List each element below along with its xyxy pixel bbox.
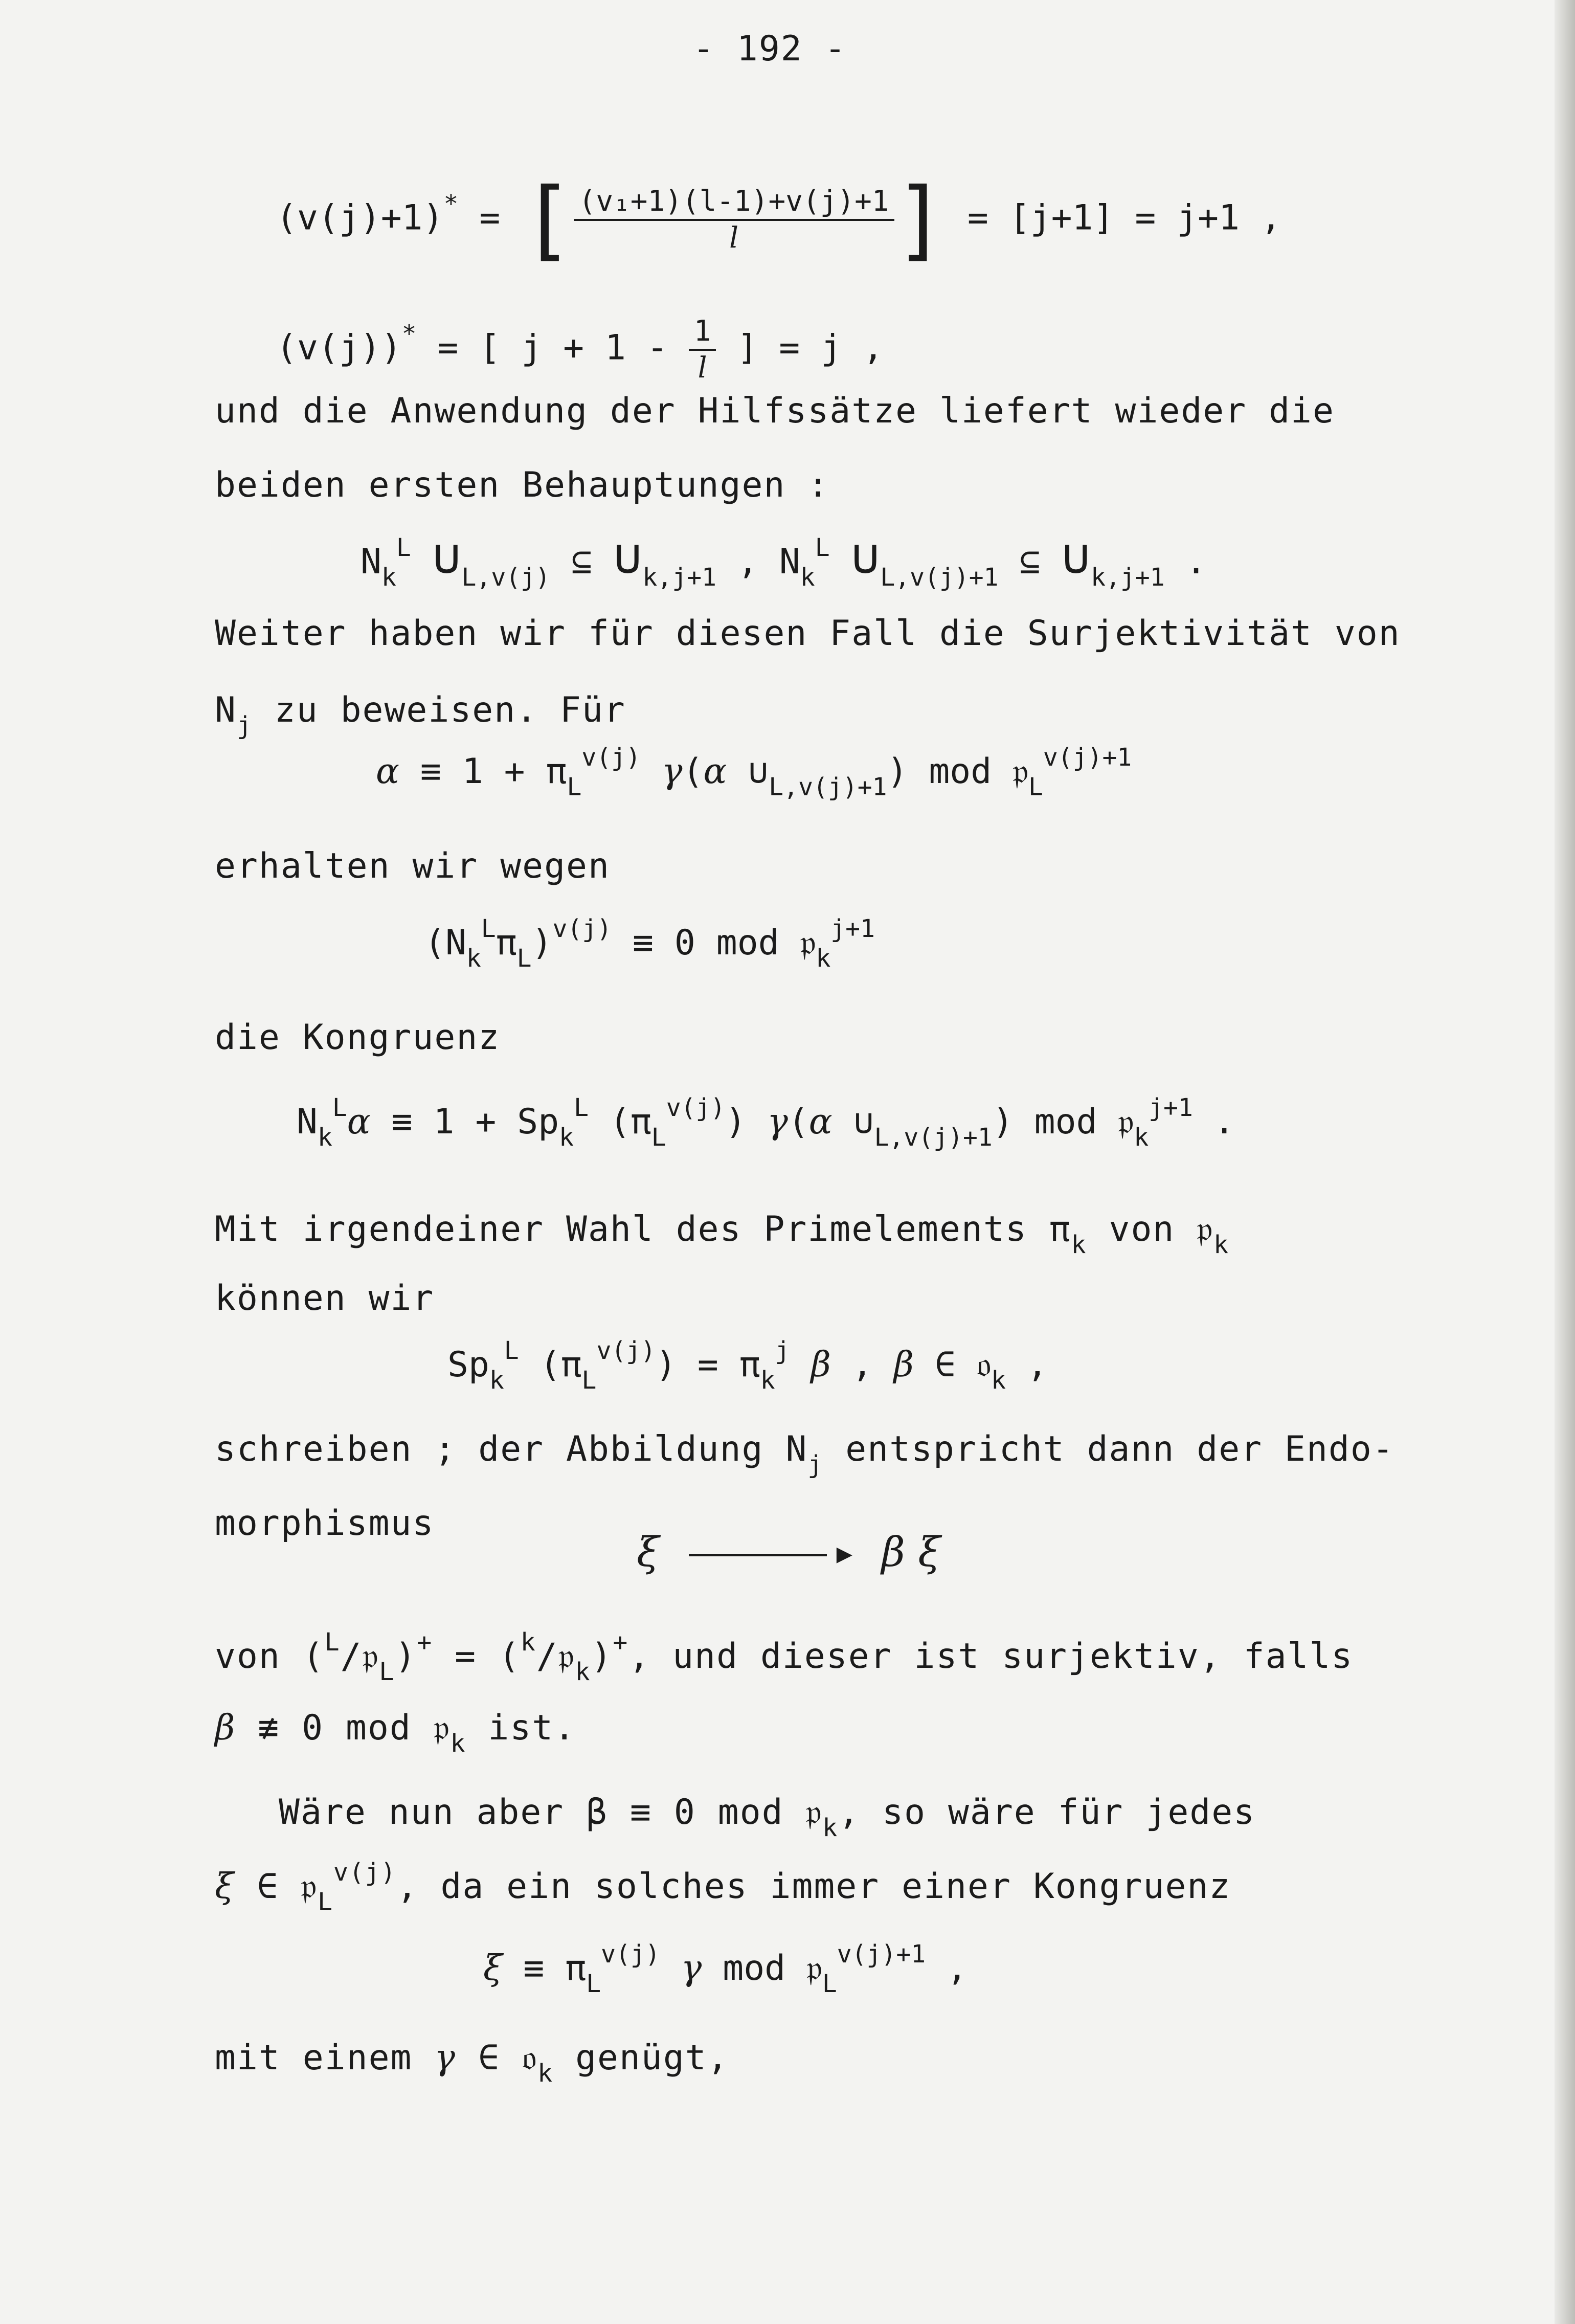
formula-2: (v(j))* = [ j + 1 - $\frac{1}{l}$ ] = j , xyxy=(276,315,884,385)
formula-1: (v(j)+1)* = [ $\frac{\text{(v₁+1)(l-1)+v(j)+1}}{l}$ ] = [j+1] = j+1 , xyxy=(276,169,1281,271)
text-line-4: $N_j$ zu beweisen. Für xyxy=(215,690,626,740)
formula-6: $N_k^L\alpha \equiv 1 + Sp_k^L$ $(\pi_L^{v(j)})$ γ(α $\cup_{L,v(j)+1}$) mod 𝔭$_k^{j+1}$ . xyxy=(297,1093,1235,1152)
formula-3: $N_k^L$ $\cup_{L,v(j)}$ ⊆ $\cup_{k,j+1}$ , $N_k^L$ $\cup_{L,v(j)+1}$ ⊆ $\cup_{k,j+1}$ . xyxy=(361,528,1207,592)
formula-7: $Sp_k^L$ $(\pi_L^{v(j)}) = \pi_k^j$ β , β ∈ 𝔬$_k$ , xyxy=(447,1336,1048,1395)
text-line-13: Wäre nun aber β ≡ 0 mod 𝔭$_k$, so wäre für jedes xyxy=(279,1792,1256,1842)
formula-8: ξ ▸ β ξ xyxy=(637,1528,941,1576)
text-line-3: Weiter haben wir für diesen Fall die Surjektivität von xyxy=(215,613,1401,654)
text-line-12: β ≢ 0 mod 𝔭$_k$ ist. xyxy=(215,1708,576,1758)
text-line-7: Mit irgendeiner Wahl des Primelements $\pi_k$ von 𝔭$_k$ xyxy=(215,1209,1229,1259)
text-line-14: ξ ∈ 𝔭$_L^{v(j)}$, da ein solches immer einer Kongruenz xyxy=(215,1858,1231,1916)
text-line-5: erhalten wir wegen xyxy=(215,846,610,886)
formula-4: $\alpha \equiv 1 + \pi_L^{v(j)}$ γ(α $\cup_{L,v(j)+1}$) mod 𝔭$_L^{v(j)+1}$ xyxy=(376,743,1132,801)
formula-9: $\xi \equiv \pi_L^{v(j)}$ γ mod 𝔭$_L^{v(j)+1}$ , xyxy=(483,1940,968,1998)
text-line-1: und die Anwendung der Hilfssätze liefert wieder die xyxy=(215,391,1335,431)
text-line-6: die Kongruenz xyxy=(215,1017,501,1058)
text-line-8: können wir xyxy=(215,1278,435,1319)
text-line-11: von ($^L$/𝔭$_L$)+ = ($^k$/𝔭$_k$)+, und dieser ist surjektiv, falls xyxy=(215,1628,1354,1686)
text-line-10: morphismus xyxy=(215,1503,435,1544)
text-line-15: mit einem γ ∈ 𝔬$_k$ genügt, xyxy=(215,2038,729,2088)
text-line-9: schreiben ; der Abbildung $N_j$ entspricht dann der Endo- xyxy=(215,1429,1394,1479)
page-edge-shadow xyxy=(1555,0,1575,2324)
page-number: - 192 - xyxy=(693,29,847,69)
formula-5: $(N_k^L\pi_L)^{v(j)} \equiv 0$ mod 𝔭$_k^{j+1}$ xyxy=(424,914,875,973)
text-line-2: beiden ersten Behauptungen : xyxy=(215,465,830,505)
